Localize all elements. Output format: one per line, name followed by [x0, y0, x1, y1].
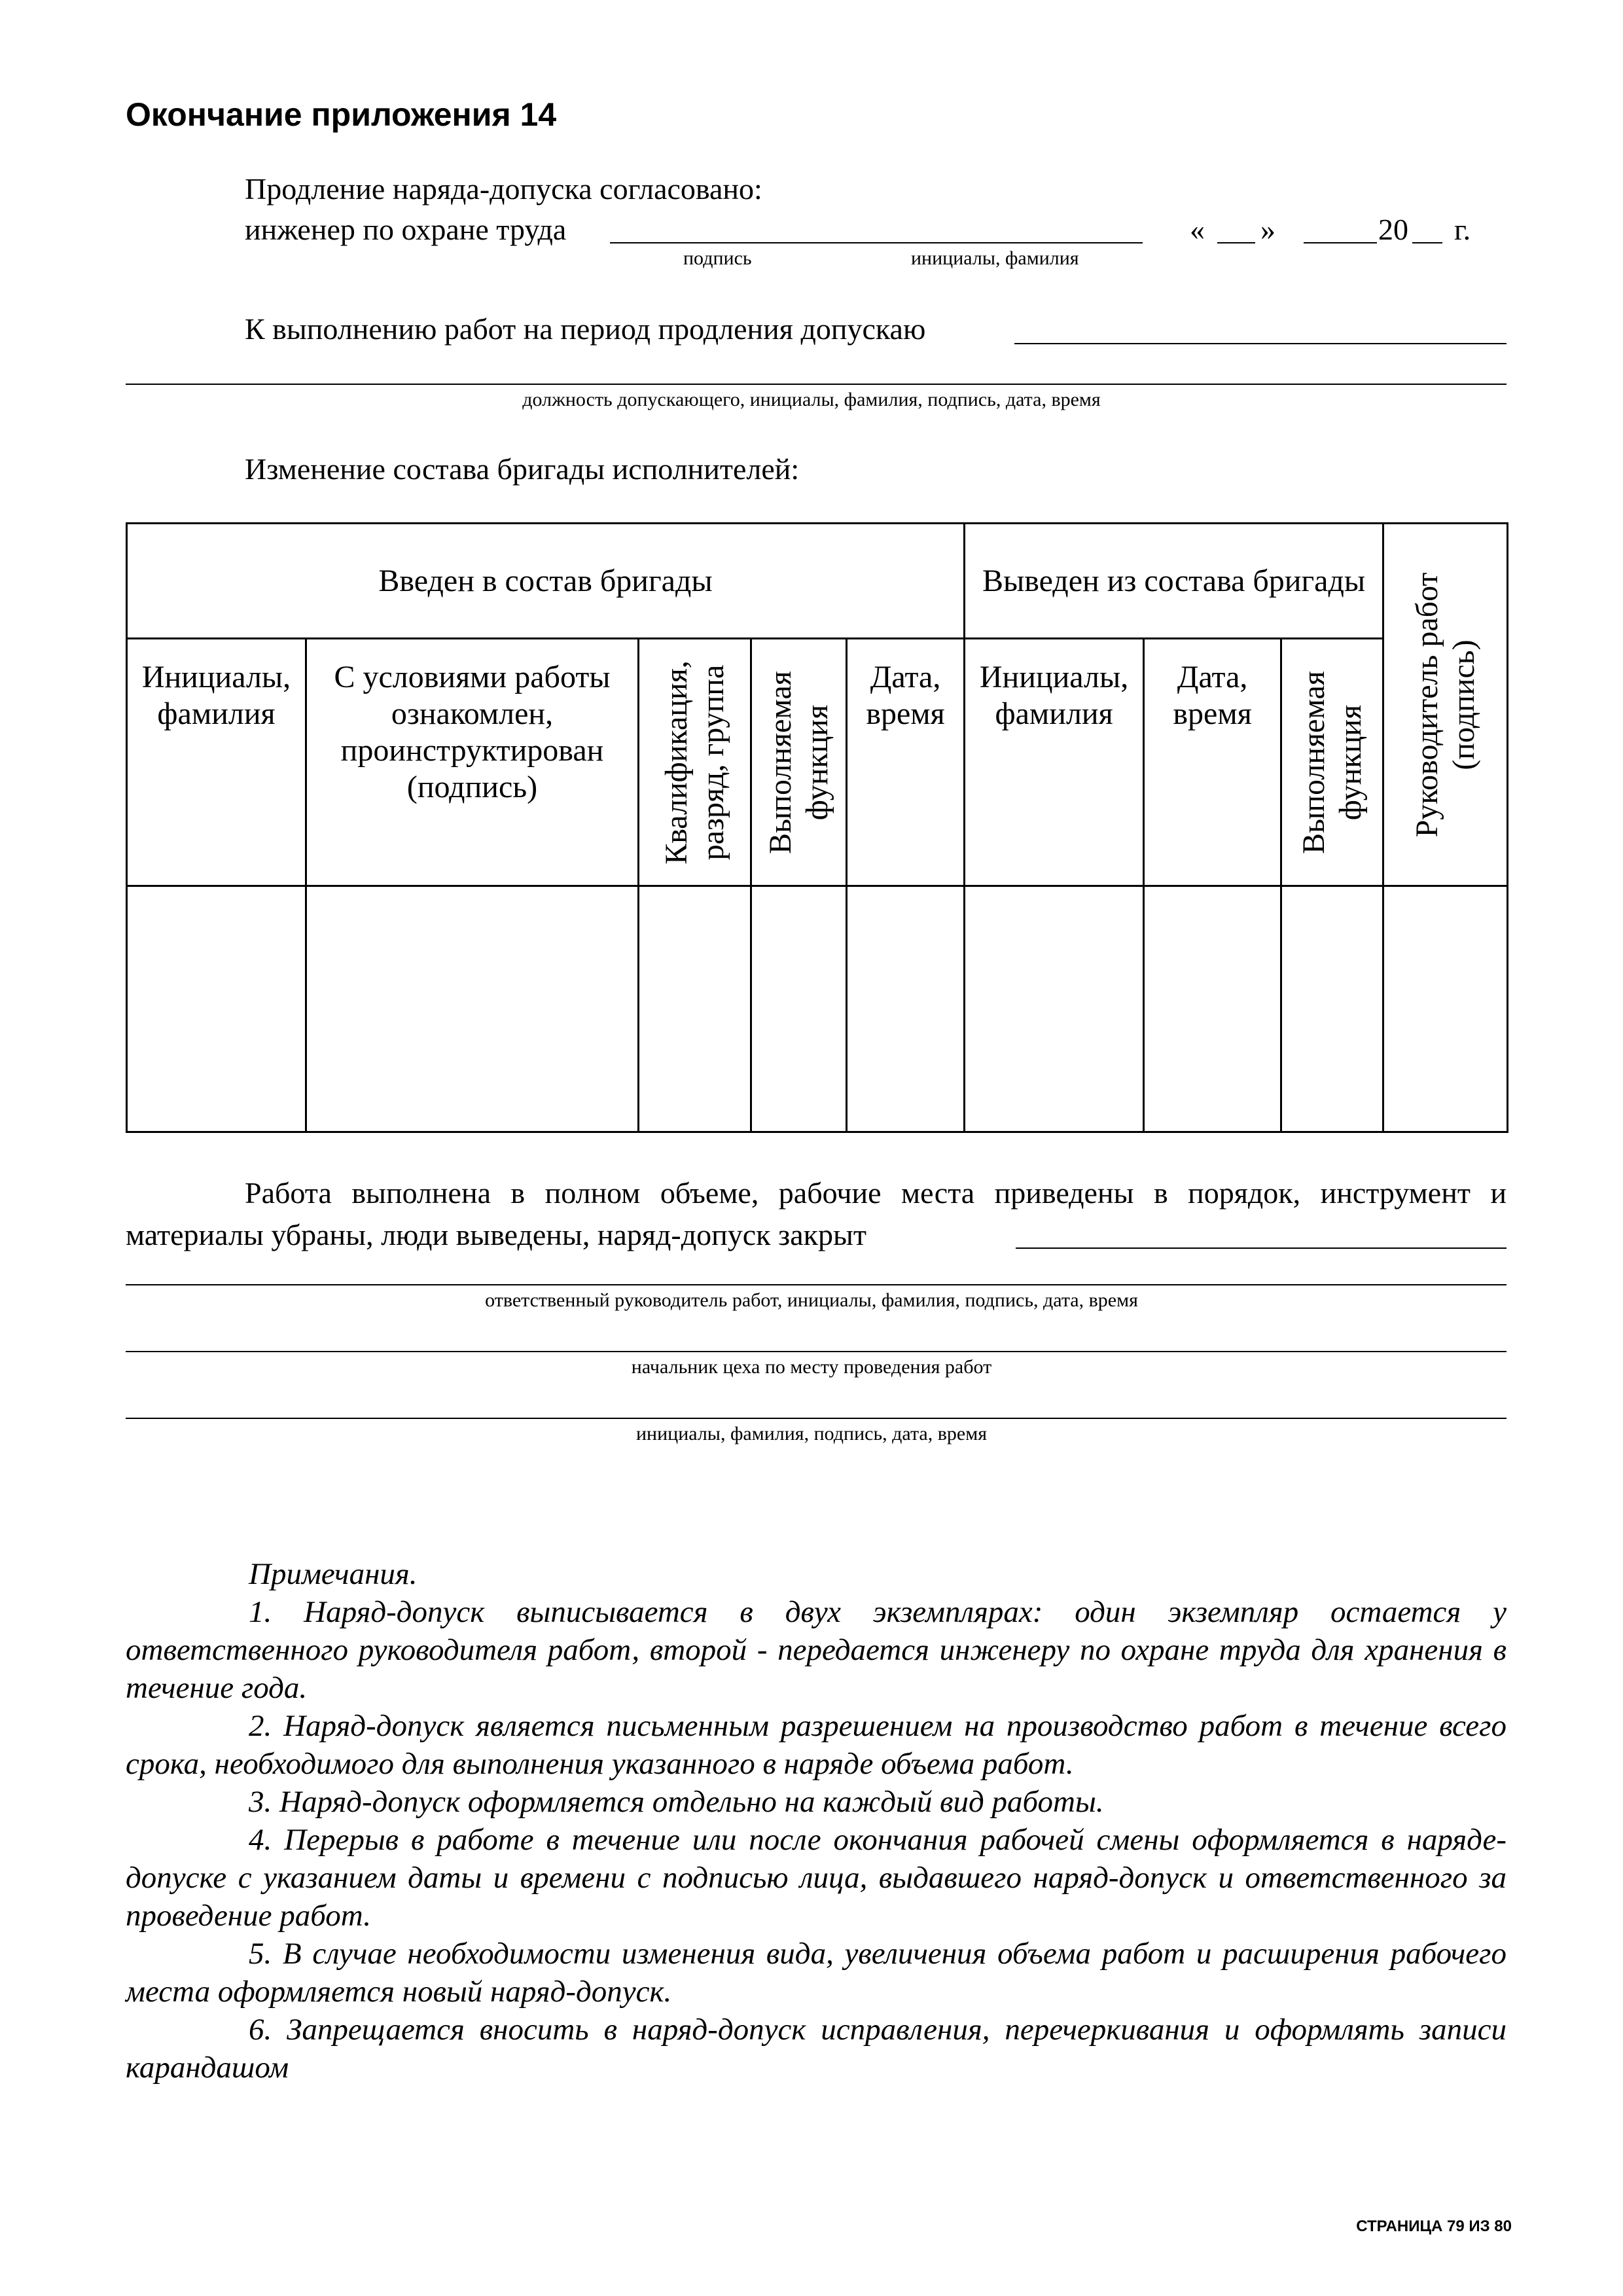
header-added-qualification-line2: разряд, группа [695, 664, 730, 860]
responsible-line[interactable] [126, 1284, 1507, 1285]
team-change-label: Изменение состава бригады исполнителей: [245, 452, 800, 486]
shop-chief-line[interactable] [126, 1351, 1507, 1352]
header-added-briefed-line2: ознакомлен, [391, 696, 554, 731]
cell-supervisor-signature[interactable] [1383, 886, 1508, 1132]
completion-text-line2: материалы убраны, люди выведены, наряд-допуск закрыт [126, 1218, 866, 1251]
header-removed-datetime-line2: время [1173, 696, 1252, 731]
table-row [127, 886, 1508, 1132]
header-removed-name-line1: Инициалы, [979, 660, 1129, 694]
page-heading: Окончание приложения 14 [126, 96, 557, 133]
header-added-function [751, 639, 847, 886]
header-removed-datetime-line1: Дата, [1177, 660, 1248, 694]
note-item-6: 6. Запрещается вносить в наряд-допуск исправления, перечеркивания и оформлять записи карандашом [126, 2013, 1507, 2085]
page-number: СТРАНИЦА 79 ИЗ 80 [1356, 2217, 1512, 2235]
header-removed-name-line2: фамилия [995, 696, 1113, 731]
extension-approval-label: Продление наряда-допуска согласовано: [245, 172, 762, 206]
header-added-briefed-line1: С условиями работы [334, 660, 611, 694]
signature-caption: подпись [683, 247, 752, 269]
name-caption: инициалы, фамилия [911, 247, 1079, 269]
cell-added-briefed[interactable] [306, 886, 639, 1132]
header-added-name [127, 639, 306, 886]
cell-removed-datetime[interactable] [1144, 886, 1281, 1132]
group-added-label: Введен в состав бригады [378, 563, 713, 598]
safety-engineer-signature-line[interactable] [610, 242, 1143, 243]
completion-line-short[interactable] [1016, 1247, 1507, 1249]
cell-added-function[interactable] [751, 886, 847, 1132]
note-item-3: 3. Наряд-допуск оформляется отдельно на каждый вид работы. [249, 1785, 1104, 1819]
header-added-qualification [639, 639, 751, 886]
cell-added-name[interactable] [127, 886, 306, 1132]
team-change-table [126, 522, 1508, 1133]
note-item-2: 2. Наряд-допуск является письменным разрешением на производство работ в течение всего срока, необходимого для выполнения указанного в наряде объема работ. [126, 1709, 1507, 1781]
header-supervisor-text [1409, 572, 1482, 837]
shop-chief-signature-line[interactable] [126, 1418, 1507, 1419]
group-removed-label: Выведен из состава бригады [982, 563, 1366, 598]
group-header-added [127, 524, 965, 639]
note-item-1: 1. Наряд-допуск выписывается в двух экземплярах: один экземпляр остается у ответственного руководителя работ, второй - передается инженеру по охране труда для хранения в течение года. [126, 1595, 1507, 1705]
header-added-datetime-line1: Дата, [870, 660, 941, 694]
admission-label: К выполнению работ на период продления допускаю [245, 312, 926, 346]
cell-added-qualification[interactable] [639, 886, 751, 1132]
admission-caption: должность допускающего, инициалы, фамилия, подпись, дата, время [522, 389, 1101, 410]
header-removed-function-text [1296, 671, 1369, 854]
header-added-function-text [762, 671, 836, 854]
date-open-quote: « [1190, 213, 1205, 246]
responsible-caption: ответственный руководитель работ, инициалы, фамилия, подпись, дата, время [485, 1289, 1138, 1311]
header-removed-datetime [1144, 639, 1281, 886]
header-added-name-line1: Инициалы, [141, 660, 291, 694]
notes-title: Примечания. [249, 1557, 418, 1591]
note-item-4: 4. Перерыв в работе в течение или после окончания рабочей смены оформляется в наряде-допуске с указанием даты и времени с подписью лица, выдавшего наряд-допуск и ответственного за проведение работ. [126, 1823, 1507, 1933]
header-supervisor-line1: Руководитель работ [1409, 572, 1444, 837]
date-month-line[interactable] [1304, 242, 1377, 243]
group-header-removed [965, 524, 1383, 639]
note-item-5: 5. В случае необходимости изменения вида, увеличения объема работ и расширения рабочего места оформляется новый наряд-допуск. [126, 1937, 1507, 2009]
shop-chief-caption: начальник цеха по месту проведения работ [631, 1356, 992, 1378]
cell-removed-function[interactable] [1281, 886, 1383, 1132]
cell-added-datetime[interactable] [847, 886, 965, 1132]
header-added-name-line2: фамилия [157, 696, 276, 731]
header-added-function-line1: Выполняемая [762, 670, 798, 854]
header-added-qualification-text [658, 660, 732, 865]
header-removed-function-line1: Выполняемая [1296, 670, 1331, 854]
header-removed-function [1281, 639, 1383, 886]
completion-text-line1: Работа выполнена в полном объеме, рабочие места приведены в порядок, инструмент и [245, 1176, 1507, 1210]
header-added-briefed [306, 639, 639, 886]
safety-engineer-label: инженер по охране труда [245, 213, 567, 246]
header-supervisor [1383, 524, 1508, 886]
date-year-line[interactable] [1412, 242, 1442, 243]
admission-line-full[interactable] [126, 384, 1507, 385]
date-year-suffix: г. [1454, 213, 1471, 246]
header-added-briefed-line3: проинструктирован [340, 733, 604, 768]
cell-removed-name[interactable] [965, 886, 1144, 1132]
admission-line-short[interactable] [1014, 343, 1507, 344]
header-added-briefed-line4: (подпись) [406, 770, 538, 804]
date-close-quote: » [1260, 213, 1275, 246]
date-day-line[interactable] [1217, 242, 1255, 243]
header-removed-name [965, 639, 1144, 886]
header-added-qualification-line1: Квалификация, [658, 660, 694, 865]
header-added-datetime [847, 639, 965, 886]
header-removed-function-line2: функция [1332, 704, 1368, 820]
header-supervisor-line2: (подпись) [1446, 639, 1481, 770]
shop-chief-signature-caption: инициалы, фамилия, подпись, дата, время [635, 1423, 987, 1444]
date-year-prefix: 20 [1378, 213, 1408, 246]
header-added-function-line2: функция [799, 704, 834, 820]
header-added-datetime-line2: время [866, 696, 945, 731]
notes-section [126, 1555, 1507, 2087]
